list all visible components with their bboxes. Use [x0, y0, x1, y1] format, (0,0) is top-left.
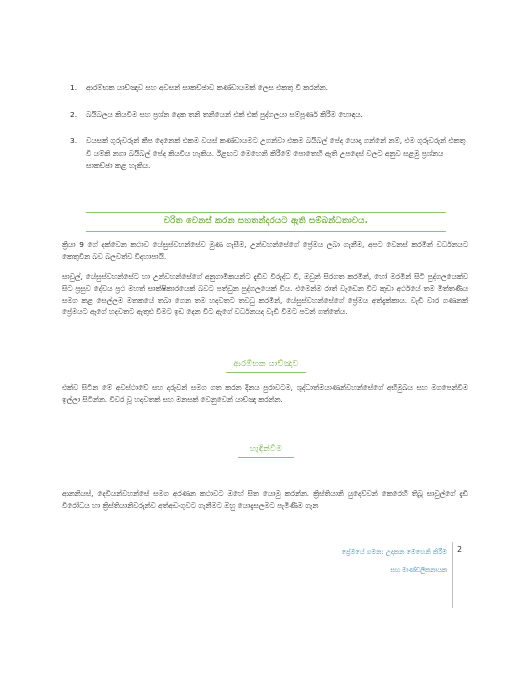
- instruction-list: [70, 82, 470, 187]
- list-item: [70, 135, 470, 173]
- paragraph-introduction: ආනනියස්, දෙවියන්වහන්සේ සමග අරණන කථාවට ඔහේ සිත යොමු කරන්න. ක්‍රිස්තියානි යුදෙව්වන් කෙරෙහි තිබූ සාවුල්ගේ දැඩි විරෝධය හා ක්‍රිස්තියානිවරුන්ව අත්අඩංගුවට ගැනීමට ඔහු යොදැසලමට පැමිණීම ගැන: [62, 489, 468, 510]
- heading-rule-bottom: [86, 231, 446, 232]
- section-heading-character: චරිත වෙනස් කරන සහතන්දරයට ඇති සම්බන්ධතාවය.: [163, 216, 369, 226]
- footer-subtitle: සහ මාණ්ඩලිකනායක: [390, 567, 447, 574]
- paragraph-prayer: එක්ව සිටින මේ අවස්ථාවේ සහ දරුවන් සමග ගත කරන දිනය පුරාවටම, ශුද්ධාත්මයාණන්වහන්සේගේ අභිමුඛය සහ මගපෙන්වීම ඉල්ලා සිටින්න. විවර වූ හදවතක් සහ මනසක් වෙනුවෙන් යාච්ඤා කරන්න.: [62, 383, 468, 404]
- paragraph-saul: සාවුල්, යේසුස්වහන්සේට හා උන්වහන්සේගේ අනුගාමිකයන්ට දැඩිව විරුද්ධ වී, ඔවුන් සිරගත කරමින්, හෝ මරමින් සිටි පුද්ගලයෙක්ව සිට ප්‍රසුව දේවය ප්‍රථ මහත් සාක්ෂිකාරයෙක් බවට පත්වුන පුද්ගලයෙක් විය. එමෙන්ම රාත් වැඩෙන විට කුඩා අර්ථයේ තම මිත්තණිය සමග කළ සෙල්ලම මතකයේ තබා ගෙන තම හදවතට තවධු කරමින්, යේසුස්වහන්සේගේ ප්‍රේමය අත්දැක්කාය. වැඩි වාර ගණනක් ප්‍රේමයට ඇගේ හදවතට ඇතුළු වීමට ඉඩ දෙන විට ඇගේ වර්ධනයද වැඩි වීමට පටන් ගත්තේය.: [62, 272, 468, 317]
- heading-underline: [238, 457, 294, 458]
- paragraph-intro: ක්‍රියා 9 ගේ දක්වෙන කථාව යේසුස්වහන්සේව මුණ ගැසීම, උන්වහන්සේගේ ප්‍රේමය ලබා ගැනීම, අපට වෙනස් කරමින් වර්ධනයට කෙතුවින බව බලවත්ව විදහාපායි.: [62, 240, 468, 261]
- footer-title: ප්‍රේමයේ ගමන: උදාකන මෙහෙනි කිරීම: [341, 548, 447, 556]
- list-text: වයසක් ගුරුවරුන් කීප දෙනෙක් එකම වයස් කණ්ඩායමට උගන්වා එකම බයිබල් පේද යොදා ගන්නේ නම්, එම ගුරුවරුන් එකතු වී යම්කි නගා බයිබල් පේද කියවිය හැකිය. ඊළඟට මෙහෙනි කිරීමේ පොතෙහි ඇති උපදෙස් වලට අනුව සළමු ප්‍රශ්නය සාකච්ඡා කළ හැකිය.: [86, 136, 466, 170]
- page-number: 2: [457, 545, 463, 554]
- heading-underline: [226, 372, 306, 373]
- list-item: [70, 82, 470, 95]
- heading-rule-top: [86, 212, 446, 213]
- list-number: 3.: [70, 136, 78, 145]
- section-heading-introduction: හැඳින්වීම: [249, 443, 283, 453]
- section-heading-opening-prayer: ආරම්භක යාච්ඤාව: [233, 358, 299, 368]
- list-text: බයිබලය කියවීම සහ ප්‍රශ්න දෙක තනි තනියෙන් එක් එක් පුද්ගලයා සම්පූර්ණ කිරීම හොඳය.: [86, 109, 363, 119]
- list-number: 1.: [70, 83, 78, 92]
- list-number: 2.: [70, 109, 78, 119]
- list-item: [70, 109, 470, 122]
- footer-divider: [452, 542, 453, 608]
- list-text: ආරම්භක යාච්ඤාව සහ අවසන් සාකච්ඡාව කණ්ඩායමක් ලෙස එකතු වී කරන්න.: [86, 83, 328, 92]
